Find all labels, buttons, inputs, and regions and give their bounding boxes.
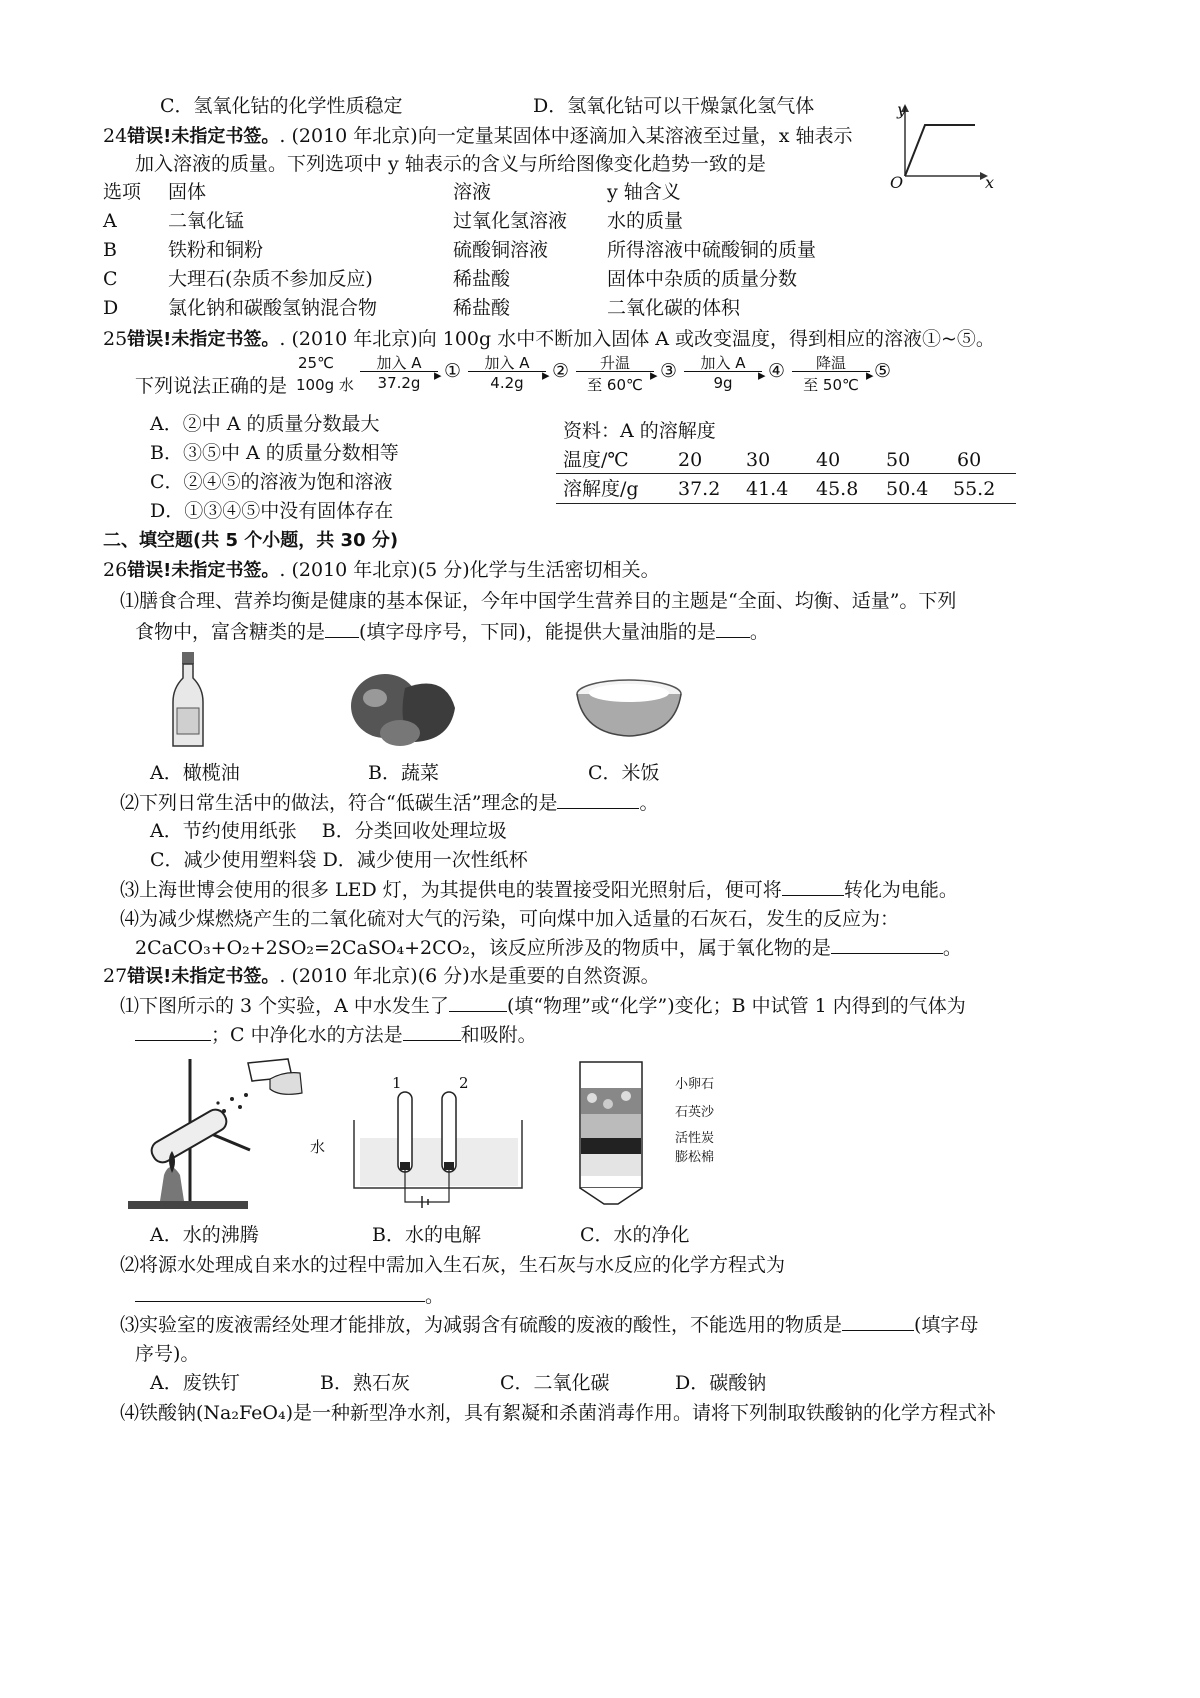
q24-row-c-y: 固体中杂质的质量分数 xyxy=(607,268,798,290)
rice-bowl-image xyxy=(573,678,685,738)
q27-p3-line2: 序号)。 xyxy=(135,1343,200,1365)
purifier-layer-3-label: 活性炭 xyxy=(675,1131,715,1146)
q25-result-1: ① xyxy=(444,360,462,382)
q25-step5-arrowhead: ▸ xyxy=(866,366,874,384)
experiment-caption-b: B．水的电解 xyxy=(372,1224,481,1246)
q24-stem-text: . (2010 年北京)向一定量某固体中逐滴加入某溶液至过量，x 轴表示 xyxy=(279,125,853,147)
section-2-heading: 二、填空题(共 5 个小题，共 30 分) xyxy=(103,530,399,551)
q27-p1-text-c: ；C 中净化水的方法是 xyxy=(211,1024,403,1046)
q27-blank-method[interactable] xyxy=(403,1022,461,1041)
water-electrolysis-apparatus-image xyxy=(350,1078,530,1218)
q24-row-d-solid: 氯化钠和碳酸氢钠混合物 xyxy=(168,297,378,319)
electrolysis-tube-2-label: 2 xyxy=(459,1074,469,1092)
q24-number: 24 xyxy=(103,125,128,147)
q24-row-a-letter: A xyxy=(103,210,117,232)
q24-graph-y-label: y xyxy=(897,100,907,119)
q27-p3-line1 xyxy=(120,1312,978,1338)
q24-row-d-letter: D xyxy=(103,297,119,319)
q23-option-d: D．氢氧化钴可以干燥氯化氢气体 xyxy=(533,95,815,117)
q25-step2-bottom: 4.2g xyxy=(490,374,524,392)
q26-blank-oxide[interactable] xyxy=(831,935,943,954)
q26-p1-line2 xyxy=(135,619,769,645)
q27-p1-line2 xyxy=(135,1022,537,1048)
q24-error-mark: 错误!未指定书签。 xyxy=(127,126,280,147)
q26-blank-sugar[interactable] xyxy=(325,619,359,638)
q27-p3-option-d: D．碳酸钠 xyxy=(675,1372,767,1394)
q26-p1-line1: ⑴膳食合理、营养均衡是健康的基本保证，今年中国学生营养目的主题是“全面、均衡、适量”。下列 xyxy=(120,590,957,612)
q26-p3-text: ⑶上海世博会使用的很多 LED 灯，为其提供电的装置接受阳光照射后，便可将 xyxy=(120,879,782,901)
q24-row-a-solid: 二氧化锰 xyxy=(168,210,245,232)
q24-header-solution: 溶液 xyxy=(453,181,492,203)
q25-error-mark: 错误!未指定书签。 xyxy=(127,329,280,350)
water-purifier-image xyxy=(574,1058,654,1208)
q26-p4-text: ，该反应所涉及的物质中，属于氧化物的是 xyxy=(469,937,831,959)
q25-sol-temp-5: 60 xyxy=(957,449,982,471)
q25-option-a: A．②中 A 的质量分数最大 xyxy=(150,413,380,435)
food-caption-a: A．橄榄油 xyxy=(150,762,240,784)
q25-flow xyxy=(296,352,892,398)
q25-step4-bottom: 9g xyxy=(713,374,733,392)
q25-sol-value-4: 50.4 xyxy=(886,478,929,500)
q27-p1-line1 xyxy=(120,993,966,1019)
q27-blank-equation[interactable] xyxy=(135,1283,425,1302)
q25-sol-title: 资料：A 的溶解度 xyxy=(563,420,716,442)
q26-p2-text: ⑵下列日常生活中的做法，符合“低碳生活”理念的是 xyxy=(120,792,558,814)
q27-p3-text-b: (填字母 xyxy=(914,1314,979,1336)
q24-row-c-solution: 稀盐酸 xyxy=(453,268,511,290)
q25-result-4: ④ xyxy=(768,360,786,382)
q27-p2-end: 。 xyxy=(425,1285,445,1307)
q25-sol-value-2: 41.4 xyxy=(746,478,789,500)
q25-sol-value-label: 溶解度/g xyxy=(563,478,639,500)
q26-blank-energy[interactable] xyxy=(782,877,844,896)
purifier-layer-2-label: 石英沙 xyxy=(675,1105,715,1120)
food-caption-b: B．蔬菜 xyxy=(368,762,439,784)
q26-p2 xyxy=(120,790,658,816)
q27-p3-option-c: C．二氧化碳 xyxy=(500,1372,610,1394)
q25-sol-temp-label: 温度/℃ xyxy=(563,449,629,471)
q23-option-c: C．氢氧化钴的化学性质稳定 xyxy=(160,95,403,117)
q26-stem xyxy=(103,557,660,584)
q25-sol-value-3: 45.8 xyxy=(816,478,859,500)
food-caption-c: C．米饭 xyxy=(588,762,660,784)
q25-result-5: ⑤ xyxy=(874,360,892,382)
q25-step4-arrow xyxy=(684,371,762,372)
q25-sol-value-5: 55.2 xyxy=(953,478,996,500)
q26-error-mark: 错误!未指定书签。 xyxy=(127,560,280,581)
q24-row-b-letter: B xyxy=(103,239,117,261)
q25-flow-start-temp: 25℃ xyxy=(298,354,334,372)
q27-p3-option-b: B．熟石灰 xyxy=(320,1372,410,1394)
q24-row-b-solution: 硫酸铜溶液 xyxy=(453,239,549,261)
q25-sol-temp-3: 40 xyxy=(816,449,841,471)
q25-option-b: B．③⑤中 A 的质量分数相等 xyxy=(150,442,399,464)
q25-result-2: ② xyxy=(552,360,570,382)
olive-oil-bottle-image xyxy=(168,650,208,750)
q26-p4-end: 。 xyxy=(942,937,962,959)
purifier-layer-4-label: 膨松棉 xyxy=(675,1150,715,1165)
q25-step3-bottom: 至 60℃ xyxy=(587,376,643,394)
q25-step1-top: 加入 A xyxy=(376,354,422,372)
q27-p3-option-a: A．废铁钉 xyxy=(150,1372,240,1394)
q25-step2-top: 加入 A xyxy=(484,354,530,372)
q26-stem-text: . (2010 年北京)(5 分)化学与生活密切相关。 xyxy=(279,559,660,581)
purifier-layer-1-label: 小卵石 xyxy=(675,1077,715,1092)
q27-blank-substance[interactable] xyxy=(842,1312,914,1331)
q26-blank-lowcarbon[interactable] xyxy=(557,790,639,809)
q24-graph-x-label: x xyxy=(985,173,995,192)
q24-row-c-letter: C xyxy=(103,268,118,290)
q27-p1-text-d: 和吸附。 xyxy=(460,1024,537,1046)
q24-row-b-solid: 铁粉和铜粉 xyxy=(168,239,264,261)
q27-p3-text: ⑶实验室的废液需经处理才能排放，为减弱含有硫酸的废液的酸性，不能选用的物质是 xyxy=(120,1314,843,1336)
q25-step5-top: 降温 xyxy=(815,354,846,372)
q25-sol-temp-2: 30 xyxy=(746,449,771,471)
q24-graph-origin: O xyxy=(890,173,904,192)
q27-stem-text: . (2010 年北京)(6 分)水是重要的自然资源。 xyxy=(279,965,660,987)
q25-sol-divider xyxy=(556,473,1016,474)
q27-p1-text-a: ⑴下图所示的 3 个实验，A 中水发生了 xyxy=(120,995,449,1017)
q27-p4-line1: ⑷铁酸钠(Na₂FeO₄)是一种新型净水剂，具有絮凝和杀菌消毒作用。请将下列制取铁酸钠的化学方程式补 xyxy=(120,1402,996,1424)
q25-sol-value-1: 37.2 xyxy=(678,478,721,500)
experiment-caption-a: A．水的沸腾 xyxy=(150,1224,259,1246)
q27-number: 27 xyxy=(103,965,128,987)
q25-stem xyxy=(103,326,995,353)
q24-row-d-solution: 稀盐酸 xyxy=(453,297,511,319)
q24-row-d-y: 二氧化碳的体积 xyxy=(607,297,741,319)
q25-step3-arrowhead: ▸ xyxy=(650,366,658,384)
q26-p2-end: 。 xyxy=(639,792,659,814)
q25-option-c: C．②④⑤的溶液为饱和溶液 xyxy=(150,471,393,493)
q25-step4-arrowhead: ▸ xyxy=(758,366,766,384)
q24-row-b-y: 所得溶液中硫酸铜的质量 xyxy=(607,239,817,261)
q25-step1-arrow xyxy=(360,371,438,372)
q25-step5-arrow xyxy=(792,371,870,372)
q25-number: 25 xyxy=(103,328,128,350)
q26-p4-line2 xyxy=(135,935,962,961)
q26-p2-options-2: C．减少使用塑料袋 D．减少使用一次性纸杯 xyxy=(150,849,528,871)
q25-step2-arrow xyxy=(468,371,546,372)
q24-row-a-y: 水的质量 xyxy=(607,210,684,232)
water-boiling-apparatus-image xyxy=(120,1055,300,1215)
q24-header-y: y 轴含义 xyxy=(607,181,681,203)
q26-p4-line1: ⑷为减少煤燃烧产生的二氧化硫对大气的污染，可向煤中加入适量的石灰石，发生的反应为： xyxy=(120,908,900,930)
electrolysis-water-label: 水 xyxy=(310,1138,326,1156)
q24-header-solid: 固体 xyxy=(168,181,207,203)
q25-ask: 下列说法正确的是 xyxy=(135,375,288,397)
q26-p1-text-c: 。 xyxy=(749,621,769,643)
q26-p3 xyxy=(120,877,958,903)
q25-step1-bottom: 37.2g xyxy=(377,374,421,392)
q25-stem-text: . (2010 年北京)向 100g 水中不断加入固体 A 或改变温度，得到相应的溶液①~⑤。 xyxy=(279,328,995,350)
q25-step1-arrowhead: ▸ xyxy=(434,366,442,384)
q25-step4-top: 加入 A xyxy=(700,354,746,372)
q27-stem xyxy=(103,963,660,990)
q24-stem xyxy=(103,123,852,150)
q24-row-c-solid: 大理石(杂质不参加反应) xyxy=(168,268,373,290)
q25-option-d: D．①③④⑤中没有固体存在 xyxy=(150,500,394,522)
q25-sol-temp-4: 50 xyxy=(886,449,911,471)
q25-step2-arrowhead: ▸ xyxy=(542,366,550,384)
q26-p2-options-1: A．节约使用纸张 B．分类回收处理垃圾 xyxy=(150,820,507,842)
q26-blank-oil[interactable] xyxy=(716,619,750,638)
q27-p1-text-b: (填“物理”或“化学”)变化；B 中试管 1 内得到的气体为 xyxy=(506,995,966,1017)
q25-flow-start-water: 100g 水 xyxy=(296,376,354,394)
vegetables-image xyxy=(345,668,460,748)
q27-blank-change[interactable] xyxy=(449,993,507,1012)
electrolysis-tube-1-label: 1 xyxy=(392,1074,402,1092)
q26-number: 26 xyxy=(103,559,128,581)
q27-p2-line2 xyxy=(135,1283,444,1309)
q24-stem-line2: 加入溶液的质量。下列选项中 y 轴表示的含义与所给图像变化趋势一致的是 xyxy=(135,153,766,175)
q25-sol-bottom-rule xyxy=(556,503,1016,504)
q25-step5-bottom: 至 50℃ xyxy=(803,376,859,394)
q26-p1-text-a: 食物中，富含糖类的是 xyxy=(135,621,326,643)
q24-row-a-solution: 过氧化氢溶液 xyxy=(453,210,568,232)
q26-p1-text-b: (填字母序号，下同)，能提供大量油脂的是 xyxy=(359,621,716,643)
q26-equation: 2CaCO₃+O₂+2SO₂=2CaSO₄+2CO₂ xyxy=(135,937,470,959)
q27-p2-line1: ⑵将源水处理成自来水的过程中需加入生石灰，生石灰与水反应的化学方程式为 xyxy=(120,1254,786,1276)
q24-header-option: 选项 xyxy=(103,181,142,203)
q26-p3-end: 转化为电能。 xyxy=(843,879,958,901)
q25-sol-temp-1: 20 xyxy=(678,449,703,471)
q25-step3-top: 升温 xyxy=(599,354,630,372)
q27-blank-gas[interactable] xyxy=(135,1022,211,1041)
experiment-caption-c: C．水的净化 xyxy=(580,1224,690,1246)
q27-error-mark: 错误!未指定书签。 xyxy=(127,966,280,987)
q25-result-3: ③ xyxy=(660,360,678,382)
q25-step3-arrow xyxy=(576,371,654,372)
